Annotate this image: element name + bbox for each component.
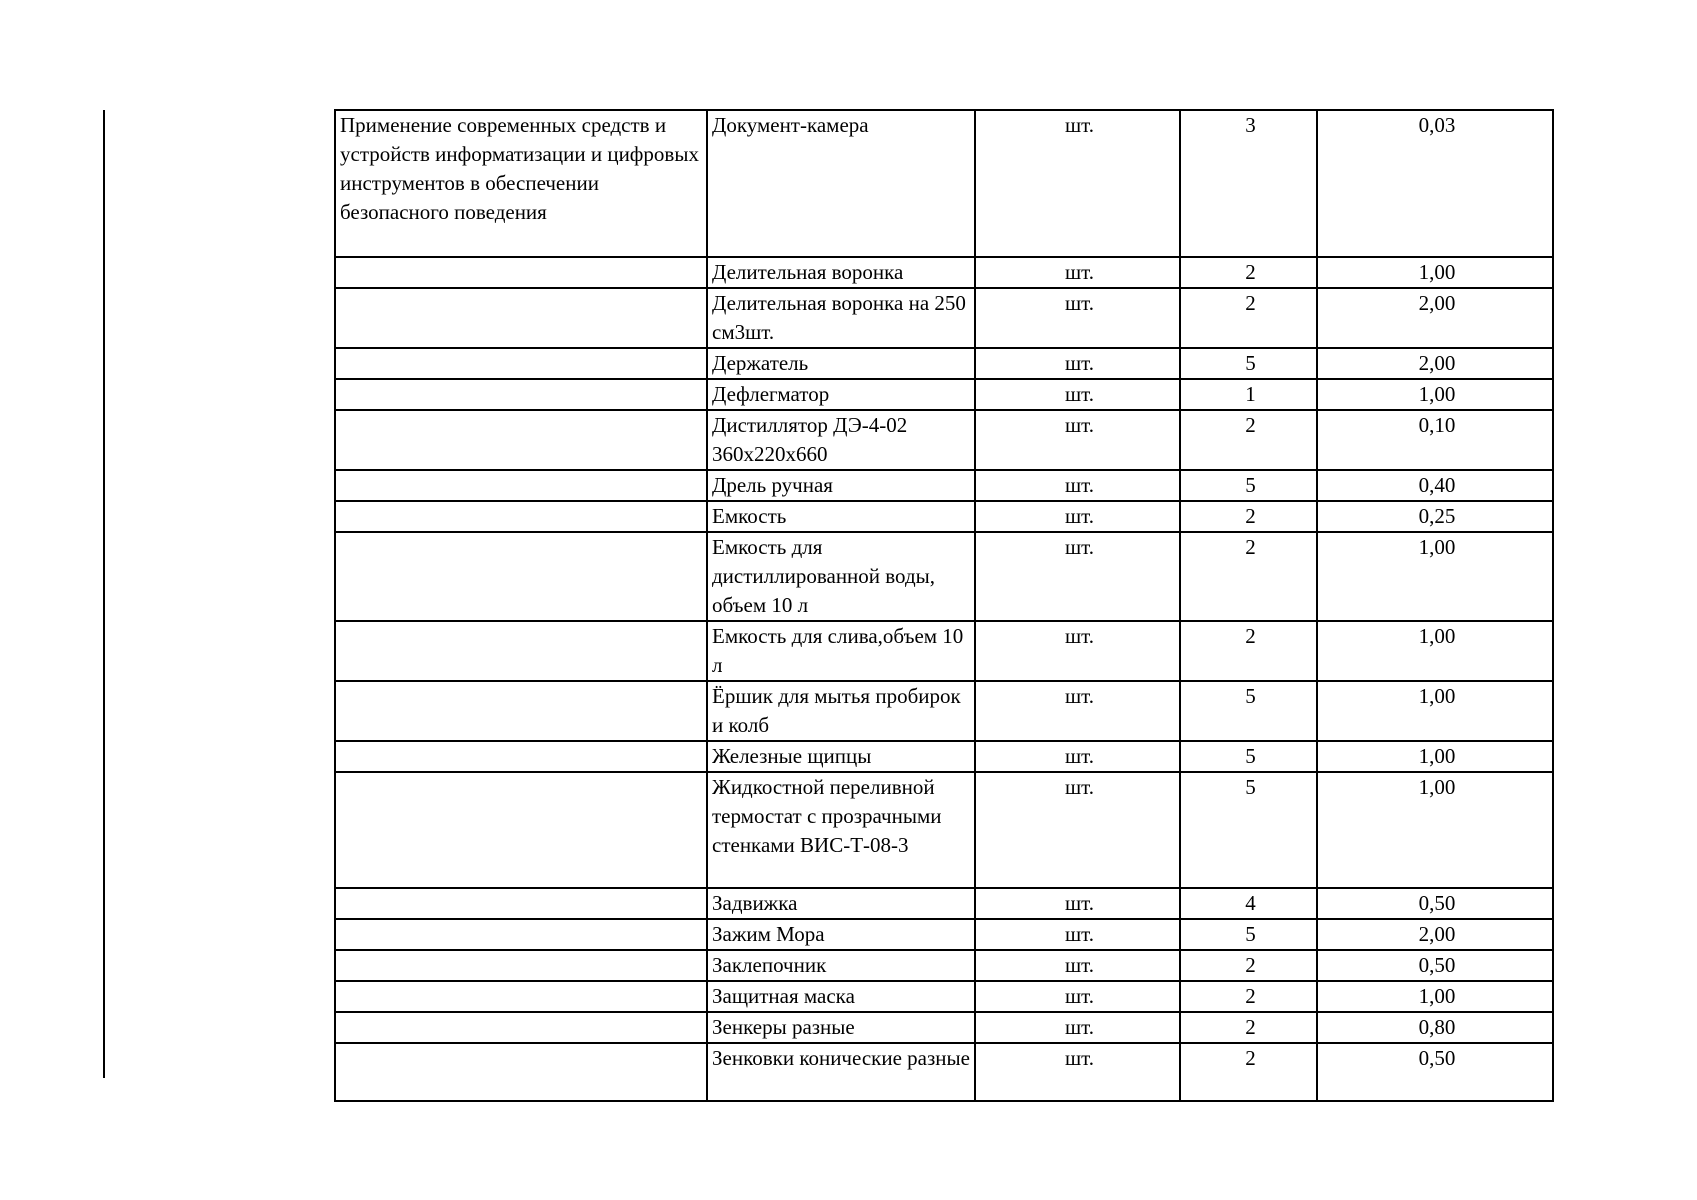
item-qty: 5 bbox=[1180, 772, 1317, 888]
item-name: Зажим Мора bbox=[707, 919, 975, 950]
item-name: Емкость bbox=[707, 501, 975, 532]
empty-cell bbox=[335, 681, 707, 741]
empty-cell bbox=[335, 470, 707, 501]
item-unit: шт. bbox=[975, 1012, 1180, 1043]
item-unit: шт. bbox=[975, 1043, 1180, 1101]
table-row bbox=[335, 1043, 1553, 1101]
item-value: 2,00 bbox=[1317, 348, 1553, 379]
equipment-table bbox=[334, 109, 1554, 1102]
item-qty: 2 bbox=[1180, 532, 1317, 621]
item-qty: 2 bbox=[1180, 981, 1317, 1012]
item-name: Делительная воронка bbox=[707, 257, 975, 288]
item-qty: 5 bbox=[1180, 919, 1317, 950]
empty-cell bbox=[335, 348, 707, 379]
section-label-cell: Применение современных средств и устройств информатизации и цифровых инструментов в обеспечении безопасного поведения bbox=[335, 110, 707, 257]
item-value: 0,50 bbox=[1317, 950, 1553, 981]
empty-cell bbox=[335, 288, 707, 348]
item-unit: шт. bbox=[975, 470, 1180, 501]
item-qty: 5 bbox=[1180, 741, 1317, 772]
item-unit: шт. bbox=[975, 379, 1180, 410]
item-qty: 1 bbox=[1180, 379, 1317, 410]
table-row bbox=[335, 470, 1553, 501]
item-value: 2,00 bbox=[1317, 919, 1553, 950]
item-qty: 5 bbox=[1180, 681, 1317, 741]
table-row bbox=[335, 741, 1553, 772]
item-value: 1,00 bbox=[1317, 981, 1553, 1012]
item-name: Заклепочник bbox=[707, 950, 975, 981]
item-qty: 2 bbox=[1180, 1043, 1317, 1101]
table-row bbox=[335, 501, 1553, 532]
table-row bbox=[335, 348, 1553, 379]
item-unit: шт. bbox=[975, 288, 1180, 348]
item-unit: шт. bbox=[975, 501, 1180, 532]
item-value: 0,40 bbox=[1317, 470, 1553, 501]
item-name: Зенкеры разные bbox=[707, 1012, 975, 1043]
empty-cell bbox=[335, 257, 707, 288]
table-row bbox=[335, 888, 1553, 919]
item-qty: 2 bbox=[1180, 257, 1317, 288]
item-unit: шт. bbox=[975, 981, 1180, 1012]
item-value: 1,00 bbox=[1317, 741, 1553, 772]
item-name: Емкость для слива,объем 10 л bbox=[707, 621, 975, 681]
empty-cell bbox=[335, 950, 707, 981]
empty-cell bbox=[335, 888, 707, 919]
table-row bbox=[335, 1012, 1553, 1043]
item-qty: 2 bbox=[1180, 621, 1317, 681]
item-unit: шт. bbox=[975, 257, 1180, 288]
table-row bbox=[335, 950, 1553, 981]
item-name: Документ-камера bbox=[707, 110, 975, 257]
item-unit: шт. bbox=[975, 888, 1180, 919]
table-row bbox=[335, 110, 1553, 257]
item-unit: шт. bbox=[975, 621, 1180, 681]
item-value: 0,10 bbox=[1317, 410, 1553, 470]
page-margin-line bbox=[103, 110, 105, 1078]
item-name: Железные щипцы bbox=[707, 741, 975, 772]
empty-cell bbox=[335, 741, 707, 772]
item-unit: шт. bbox=[975, 110, 1180, 257]
item-unit: шт. bbox=[975, 772, 1180, 888]
table-row bbox=[335, 288, 1553, 348]
table-row bbox=[335, 919, 1553, 950]
empty-cell bbox=[335, 1012, 707, 1043]
item-name: Дрель ручная bbox=[707, 470, 975, 501]
table-row bbox=[335, 772, 1553, 888]
item-name: Делительная воронка на 250 см3шт. bbox=[707, 288, 975, 348]
table-row bbox=[335, 621, 1553, 681]
empty-cell bbox=[335, 379, 707, 410]
table-row bbox=[335, 379, 1553, 410]
table-row bbox=[335, 532, 1553, 621]
table-row bbox=[335, 681, 1553, 741]
item-name: Ёршик для мытья пробирок и колб bbox=[707, 681, 975, 741]
item-qty: 5 bbox=[1180, 470, 1317, 501]
item-qty: 3 bbox=[1180, 110, 1317, 257]
item-value: 0,25 bbox=[1317, 501, 1553, 532]
item-name: Задвижка bbox=[707, 888, 975, 919]
item-value: 1,00 bbox=[1317, 621, 1553, 681]
item-value: 1,00 bbox=[1317, 772, 1553, 888]
item-value: 1,00 bbox=[1317, 379, 1553, 410]
item-unit: шт. bbox=[975, 950, 1180, 981]
item-qty: 2 bbox=[1180, 288, 1317, 348]
item-unit: шт. bbox=[975, 348, 1180, 379]
item-name: Держатель bbox=[707, 348, 975, 379]
item-name: Емкость для дистиллированной воды, объем 10 л bbox=[707, 532, 975, 621]
item-unit: шт. bbox=[975, 919, 1180, 950]
table-row bbox=[335, 257, 1553, 288]
empty-cell bbox=[335, 410, 707, 470]
item-unit: шт. bbox=[975, 681, 1180, 741]
item-unit: шт. bbox=[975, 532, 1180, 621]
item-qty: 2 bbox=[1180, 501, 1317, 532]
item-name: Зенковки конические разные bbox=[707, 1043, 975, 1101]
item-unit: шт. bbox=[975, 410, 1180, 470]
item-qty: 2 bbox=[1180, 950, 1317, 981]
item-value: 1,00 bbox=[1317, 532, 1553, 621]
table-row bbox=[335, 410, 1553, 470]
item-name: Защитная маска bbox=[707, 981, 975, 1012]
empty-cell bbox=[335, 919, 707, 950]
empty-cell bbox=[335, 501, 707, 532]
empty-cell bbox=[335, 1043, 707, 1101]
item-value: 0,50 bbox=[1317, 1043, 1553, 1101]
item-qty: 4 bbox=[1180, 888, 1317, 919]
item-unit: шт. bbox=[975, 741, 1180, 772]
item-value: 1,00 bbox=[1317, 257, 1553, 288]
item-name: Жидкостной переливной термостат с прозрачными стенками ВИС-Т-08-3 bbox=[707, 772, 975, 888]
item-value: 0,50 bbox=[1317, 888, 1553, 919]
empty-cell bbox=[335, 772, 707, 888]
item-value: 0,80 bbox=[1317, 1012, 1553, 1043]
empty-cell bbox=[335, 981, 707, 1012]
empty-cell bbox=[335, 532, 707, 621]
item-value: 2,00 bbox=[1317, 288, 1553, 348]
item-qty: 5 bbox=[1180, 348, 1317, 379]
item-name: Дистиллятор ДЭ-4-02 360х220х660 bbox=[707, 410, 975, 470]
item-qty: 2 bbox=[1180, 410, 1317, 470]
item-name: Дефлегматор bbox=[707, 379, 975, 410]
empty-cell bbox=[335, 621, 707, 681]
table-row bbox=[335, 981, 1553, 1012]
item-qty: 2 bbox=[1180, 1012, 1317, 1043]
item-value: 0,03 bbox=[1317, 110, 1553, 257]
item-value: 1,00 bbox=[1317, 681, 1553, 741]
